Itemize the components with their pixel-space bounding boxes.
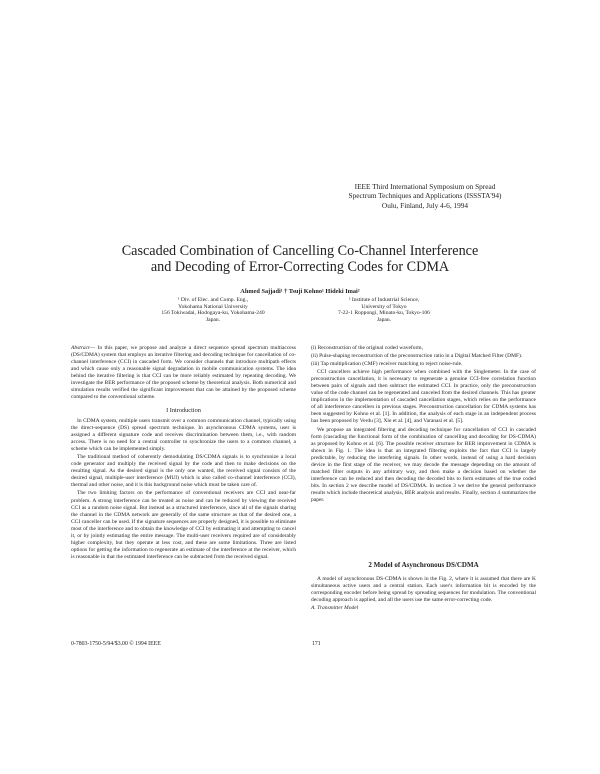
- affiliation-1-address: 156 Tokiwadai, Hodogaya-ku, Yokohama-240: [161, 310, 265, 317]
- list-item-3: (iii) Tap multiplication (CMF) receiver matching to reject noise-rule.: [311, 361, 463, 368]
- conference-line-3: Oulu, Finland, July 4-6, 1994: [381, 200, 469, 210]
- affiliation-1: [118, 297, 308, 323]
- affiliation-2-univ: University of Tokyo: [361, 303, 407, 310]
- affiliation-1-country: Japan.: [205, 316, 221, 323]
- conference-line-2: Spectrum Techniques and Applications (ISSSTA'94): [348, 191, 502, 201]
- right-paragraph-1: CCI cancellers achieve high performance when combined with the Singlemeter. In the case of preconstruction cancellation, it is necessary to regenerate a genuine CCI-free correlation function between pairs of signals and then subtract the estimated CCI. In practice, only the preconstruction value of the code channel can be regenerated and canceled from the desired channels. This has greater implications in the implementation of cascaded cancellation stages, which relies on the performance of all interference cancellers in previous stages. Preconstruction cancellation for CDMA systems has been suggested by Kohno et al. [1]. In addition, the analysis of each stage in an independent process has been proposed by Verdu [3], Xie et al. [4], and Varanasi et al. [5].: [311, 369, 536, 425]
- list-item-1: (i) Reconstruction of the original coded waveform,: [311, 345, 423, 351]
- intro-paragraph-2: The traditional method of coherently demodulating DS/CDMA signals is to synchronize a local code generator and multiply the received signal by the code and then to make decisions on the resulting signal. As the desired signal is the only one wanted, the received signal consists of the desired signal, multiple-user interference (MUI) which is also called co-channel interference (CCI), thermal and other noise, and it is this background noise which must be taken care of.: [71, 454, 296, 489]
- affiliation-2: [284, 297, 484, 323]
- section-1-body: [71, 418, 296, 562]
- paper-title: [60, 244, 540, 275]
- affiliation-1-univ: Yokohama National University: [178, 303, 248, 310]
- abstract-label: Abstract: [71, 345, 90, 351]
- affiliation-2-country: Japan.: [376, 316, 392, 323]
- subsection-heading: A. Transmitter Model: [311, 605, 359, 612]
- title-line-2: and Decoding of Error-Correcting Codes for CDMA: [150, 258, 450, 275]
- intro-paragraph-1: In CDMA system, multiple users transmit over a common communication channel, typically using the direct-sequence (DS) spread spectrum technique. In asynchronous CDMA systems, user is assigned a different signature code and receives discrimination between them, i.e., with random access. There is no need for a central controller to synchronize the users to a common channel, a scheme which can be implemented simply.: [71, 418, 296, 453]
- title-line-1: Cascaded Combination of Cancelling Co-Channel Interference: [121, 243, 479, 259]
- authors: Ahmed Sajjadi¹ † Tsuji Kohno¹ Hideki Imai²: [240, 288, 360, 295]
- list-item-2: (ii) Pulse-shaping reconstruction of the preconstruction ratio in a Digital Matched Filter (DMF).: [311, 353, 523, 360]
- intro-paragraph-3: The two limiting factors on the performance of conventional receivers are CCI and near-far problem. A strong interference can be treated as noise and can be reduced by viewing the received CCI as a random noise signal. But instead as a structured interference, since all of the signals sharing the channel in the CDMA network are generally of the same structure as that of the desired one, a CCI canceller can be used. If the signature sequences are properly designed, it is possible to eliminate most of the interference and to obtain the knowledge of CCI by estimating it and attempting to cancel it, or by jointly estimating the entire message. The multi-user receivers required are of considerably higher complexity, but they operate at less cost, and these are some limitations. Three are listed options for getting the information to regenerate an estimate of the interference at the receiver, which is reasonable in that the estimated interference can be subtracted from the received signal.: [71, 490, 296, 560]
- abstract: [71, 345, 296, 402]
- affiliation-1-dept: ¹ Div. of Elec. and Comp. Eng.,: [177, 297, 249, 303]
- section-2-heading: 2 Model of Asynchronous DS/CDMA: [368, 561, 479, 569]
- conference-line-1: IEEE Third International Symposium on Spread: [354, 182, 496, 191]
- right-paragraph-2: We propose an integrated filtering and decoding technique for cancellation of CCI in cascaded form (cascading the functional form of the combination of cancelling and decoding for DS-CDMA) as proposed by Kohno et al. [6]. The possible receiver structure for BER improvement in CDMA is shown in Fig. 1. The idea is that an integrated filtering exploits the fact that CCI is largely predictable, by reducing the interfering signals. In other words, instead of using a hard decision device in the first stage of the receiver, we may decode the message depending on the amount of matched filter outputs in any arbitrary way, and then make a decision based on whether the interference can be reduced and then decoding the decoded bits to form estimates of the true coded bits. In section 2 we describe model of DS/CDMA. In section 3 we derive the general performance results which include theoretical analysis, BER analysis and results. Finally, section 4 summarizes the paper.: [311, 426, 536, 503]
- affiliation-2-dept: ² Institute of Industrial Science,: [348, 297, 420, 303]
- section-2-paragraph-1: A model of asynchronous DS-CDMA is shown in the Fig. 2, where it is assumed that there are K simultaneous active users and a central station. Each user's information bit is encoded by the corresponding encoder before being spread by spreading sequences for modulation. The conventional decoding approach is applied, and all the users use the same error-correcting code.: [311, 576, 536, 604]
- page-number: 171: [312, 641, 321, 647]
- affiliation-2-address: 7-22-1 Roppongi, Minato-ku, Tokyo-106: [338, 310, 430, 317]
- conference-header: [300, 182, 550, 210]
- section-1-heading: I Introduction: [166, 407, 201, 414]
- section-2-body: [311, 576, 536, 613]
- abstract-text: — In this paper, we propose and analyze a direct sequence spread spectrum multiaccess (DS/CDMA) system that employs an iterative filtering and decoding technique for cancellation of co-channel interference (CCI) in cascaded form. We consider channels that introduce multipath effects and which cause only a reasonable signal degradation in mobile communication systems. The idea behind the iterative filtering is that CCI can be more reliably estimated by repeating decoding. We investigate the BER performance of the proposed scheme by theoretical analysis. Both numerical and simulation results verified the significant improvement that can be attained by the proposed scheme compared to the conventional scheme.: [71, 345, 296, 401]
- right-column-body: [311, 345, 536, 505]
- copyright-line: 0-7803-1750-5/94/$3.00 © 1994 IEEE: [71, 641, 161, 647]
